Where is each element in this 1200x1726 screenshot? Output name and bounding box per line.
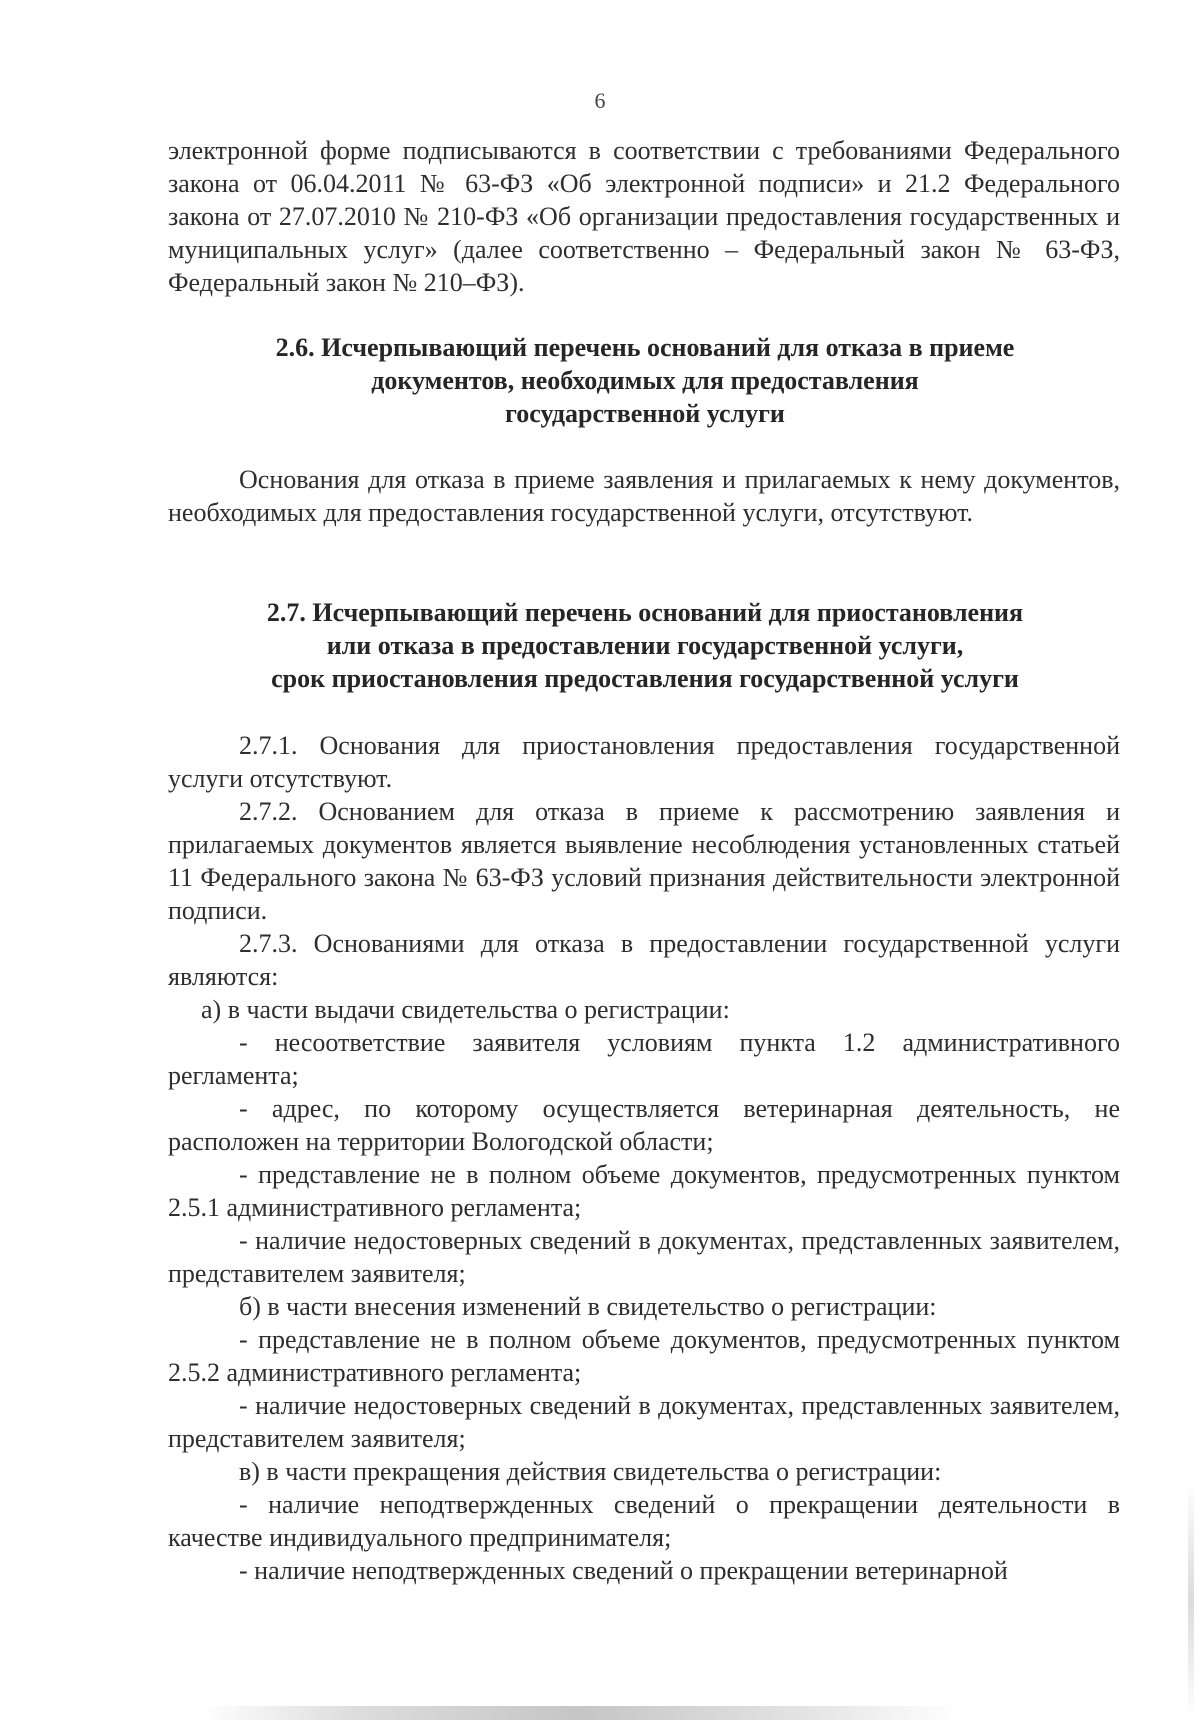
list-point: - наличие неподтвержденных сведений о прекращении ветеринарной xyxy=(239,1556,1008,1585)
heading-line: документов, необходимых для предоставления xyxy=(371,366,919,395)
heading-line: 2.6. Исчерпывающий перечень оснований для отказа в приеме xyxy=(275,333,1015,362)
section-2-6-paragraph: Основания для отказа в приеме заявления и прилагаемых к нему документов, необходимых для предоставления государственной услуги, отсутствуют. xyxy=(168,465,1120,527)
heading-line: 2.7. Исчерпывающий перечень оснований для приостановления xyxy=(266,598,1024,627)
heading-line: или отказа в предоставлении государственной услуги, xyxy=(326,631,964,660)
list-item-b: б) в части внесения изменений в свидетельство о регистрации: xyxy=(239,1292,937,1321)
paragraph-2-7-1: 2.7.1. Основания для приостановления предоставления государственной услуги отсутствуют. xyxy=(168,731,1120,793)
scan-side-artifact xyxy=(1188,1480,1194,1720)
heading-line: срок приостановления предоставления государственной услуги xyxy=(271,664,1019,693)
page-number: 6 xyxy=(594,88,606,113)
section-2-7-body xyxy=(168,729,1120,1587)
heading-line: государственной услуги xyxy=(505,399,785,428)
section-2-6-body xyxy=(168,463,1120,529)
list-point: - несоответствие заявителя условиям пункта 1.2 административного регламента; xyxy=(168,1028,1120,1090)
paragraph-2-7-3: 2.7.3. Основаниями для отказа в предоставлении государственной услуги являются: xyxy=(168,929,1120,991)
list-point: - представление не в полном объеме документов, предусмотренных пунктом 2.5.2 административного регламента; xyxy=(168,1325,1120,1387)
list-point: - наличие недостоверных сведений в документах, представленных заявителем, представителем заявителя; xyxy=(168,1226,1120,1288)
list-item-a: а) в части выдачи свидетельства о регистрации: xyxy=(201,995,730,1024)
intro-paragraph: электронной форме подписываются в соответствии с требованиями Федерального закона от 06.04.2011 № 63-ФЗ «Об электронной подписи» и 21.2 Федерального закона от 27.07.2010 № 210-ФЗ «Об организации предоставления государственных и муниципальных услуг» (далее соответственно – Федеральный закон № 63-ФЗ, Федеральный закон № 210–ФЗ). xyxy=(168,136,1120,297)
list-item-c: в) в части прекращения действия свидетельства о регистрации: xyxy=(239,1457,942,1486)
list-point: - наличие недостоверных сведений в документах, представленных заявителем, представителем заявителя; xyxy=(168,1391,1120,1453)
list-point: - представление не в полном объеме документов, предусмотренных пунктом 2.5.1 административного регламента; xyxy=(168,1160,1120,1222)
scan-edge-artifact xyxy=(200,1706,960,1720)
list-point: - наличие неподтвержденных сведений о прекращении деятельности в качестве индивидуального предпринимателя; xyxy=(168,1490,1120,1552)
paragraph-2-7-2: 2.7.2. Основанием для отказа в приеме к рассмотрению заявления и прилагаемых документов является выявление несоблюдения установленных статьей 11 Федерального закона № 63-ФЗ условий признания действительности электронной подписи. xyxy=(168,797,1120,925)
list-point: - адрес, по которому осуществляется ветеринарная деятельность, не расположен на территории Вологодской области; xyxy=(168,1094,1120,1156)
intro-paragraph-block xyxy=(168,134,1120,299)
section-2-7-heading xyxy=(150,596,1140,695)
section-2-6-heading xyxy=(150,331,1140,430)
